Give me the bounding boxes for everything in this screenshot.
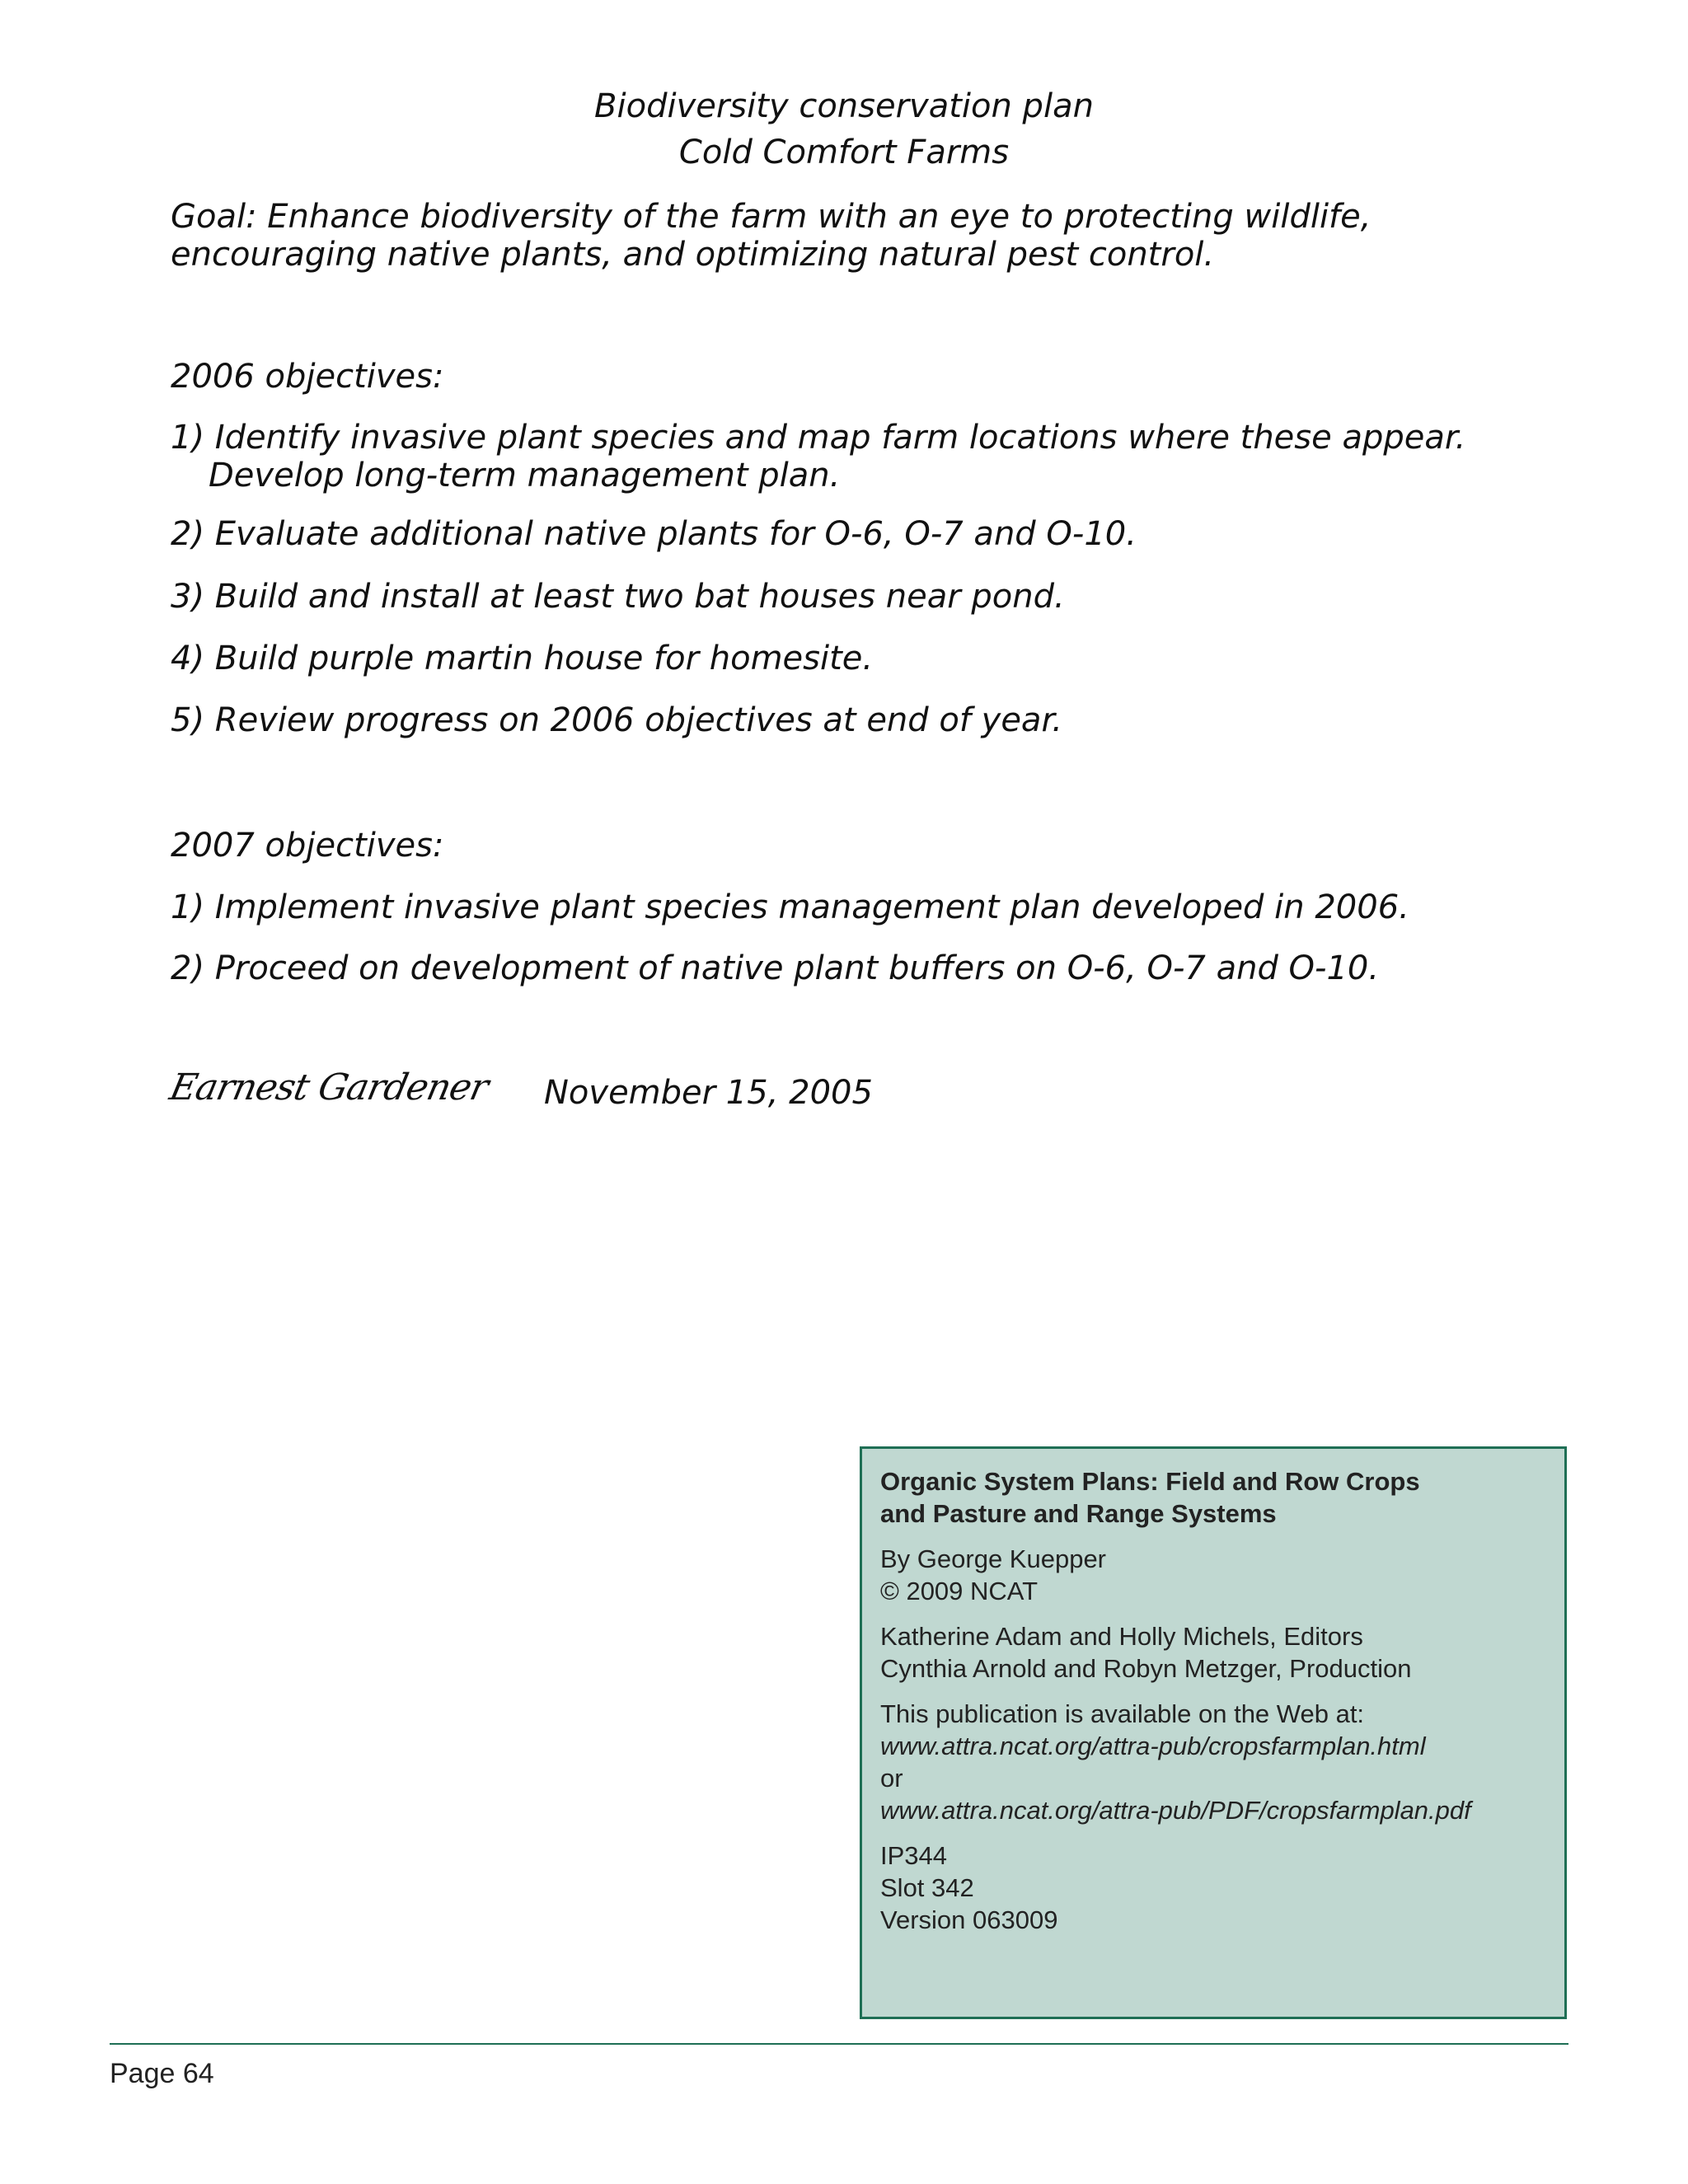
publication-slot: Slot 342: [880, 1873, 974, 1902]
section-2007-heading: 2007 objectives:: [171, 827, 444, 865]
publication-credits: [880, 1620, 1546, 1685]
objective-2006-1: 1) Identify invasive plant species and map farm locations where these appear. Develop long-term management plan.: [171, 419, 1466, 494]
publication-title-line1: Organic System Plans: Field and Row Crops: [880, 1467, 1420, 1496]
objective-2007-2: 2) Proceed on development of native plant buffers on O-6, O-7 and O-10.: [171, 949, 1380, 987]
publication-author: By George Kuepper: [880, 1544, 1107, 1573]
page-number: Page 64: [110, 2058, 214, 2089]
publication-title-line2: and Pasture and Range Systems: [880, 1499, 1277, 1528]
objective-2006-5: 5) Review progress on 2006 objectives at end of year.: [171, 701, 1062, 739]
publication-availability-text: This publication is available on the Web at:: [880, 1699, 1365, 1728]
publication-ip: IP344: [880, 1841, 948, 1870]
publication-editors: Katherine Adam and Holly Michels, Editors: [880, 1622, 1363, 1651]
publication-title: [880, 1465, 1546, 1530]
publication-author-block: [880, 1543, 1546, 1607]
publication-version: Version 063009: [880, 1905, 1058, 1934]
publication-copyright: © 2009 NCAT: [880, 1577, 1039, 1605]
publication-url-html[interactable]: www.attra.ncat.org/attra-pub/cropsfarmplan.html: [880, 1732, 1426, 1760]
objective-2006-3: 3) Build and install at least two bat houses near pond.: [171, 578, 1065, 616]
signature-date: November 15, 2005: [544, 1074, 873, 1112]
signature: Earnest Gardener: [166, 1066, 492, 1108]
objective-2006-2: 2) Evaluate additional native plants for O-6, O-7 and O-10.: [171, 515, 1137, 553]
objective-2007-1: 1) Implement invasive plant species management plan developed in 2006.: [171, 888, 1409, 926]
goal-statement: Goal: Enhance biodiversity of the farm with an eye to protecting wildlife, encouraging native plants, and optimizing natural pest control.: [171, 198, 1372, 274]
document-subtitle: Cold Comfort Farms: [678, 134, 1010, 171]
document-title: Biodiversity conservation plan: [594, 87, 1094, 125]
footer-rule: [110, 2043, 1568, 2045]
publication-info-box: [860, 1446, 1567, 2019]
publication-web-availability: [880, 1698, 1546, 1826]
publication-identifiers: [880, 1840, 1546, 1936]
publication-or-text: or: [880, 1764, 903, 1793]
publication-production: Cynthia Arnold and Robyn Metzger, Production: [880, 1654, 1412, 1683]
objective-2006-4: 4) Build purple martin house for homesite.: [171, 640, 874, 677]
publication-url-pdf[interactable]: www.attra.ncat.org/attra-pub/PDF/cropsfarmplan.pdf: [880, 1796, 1471, 1825]
section-2006-heading: 2006 objectives:: [171, 358, 444, 396]
